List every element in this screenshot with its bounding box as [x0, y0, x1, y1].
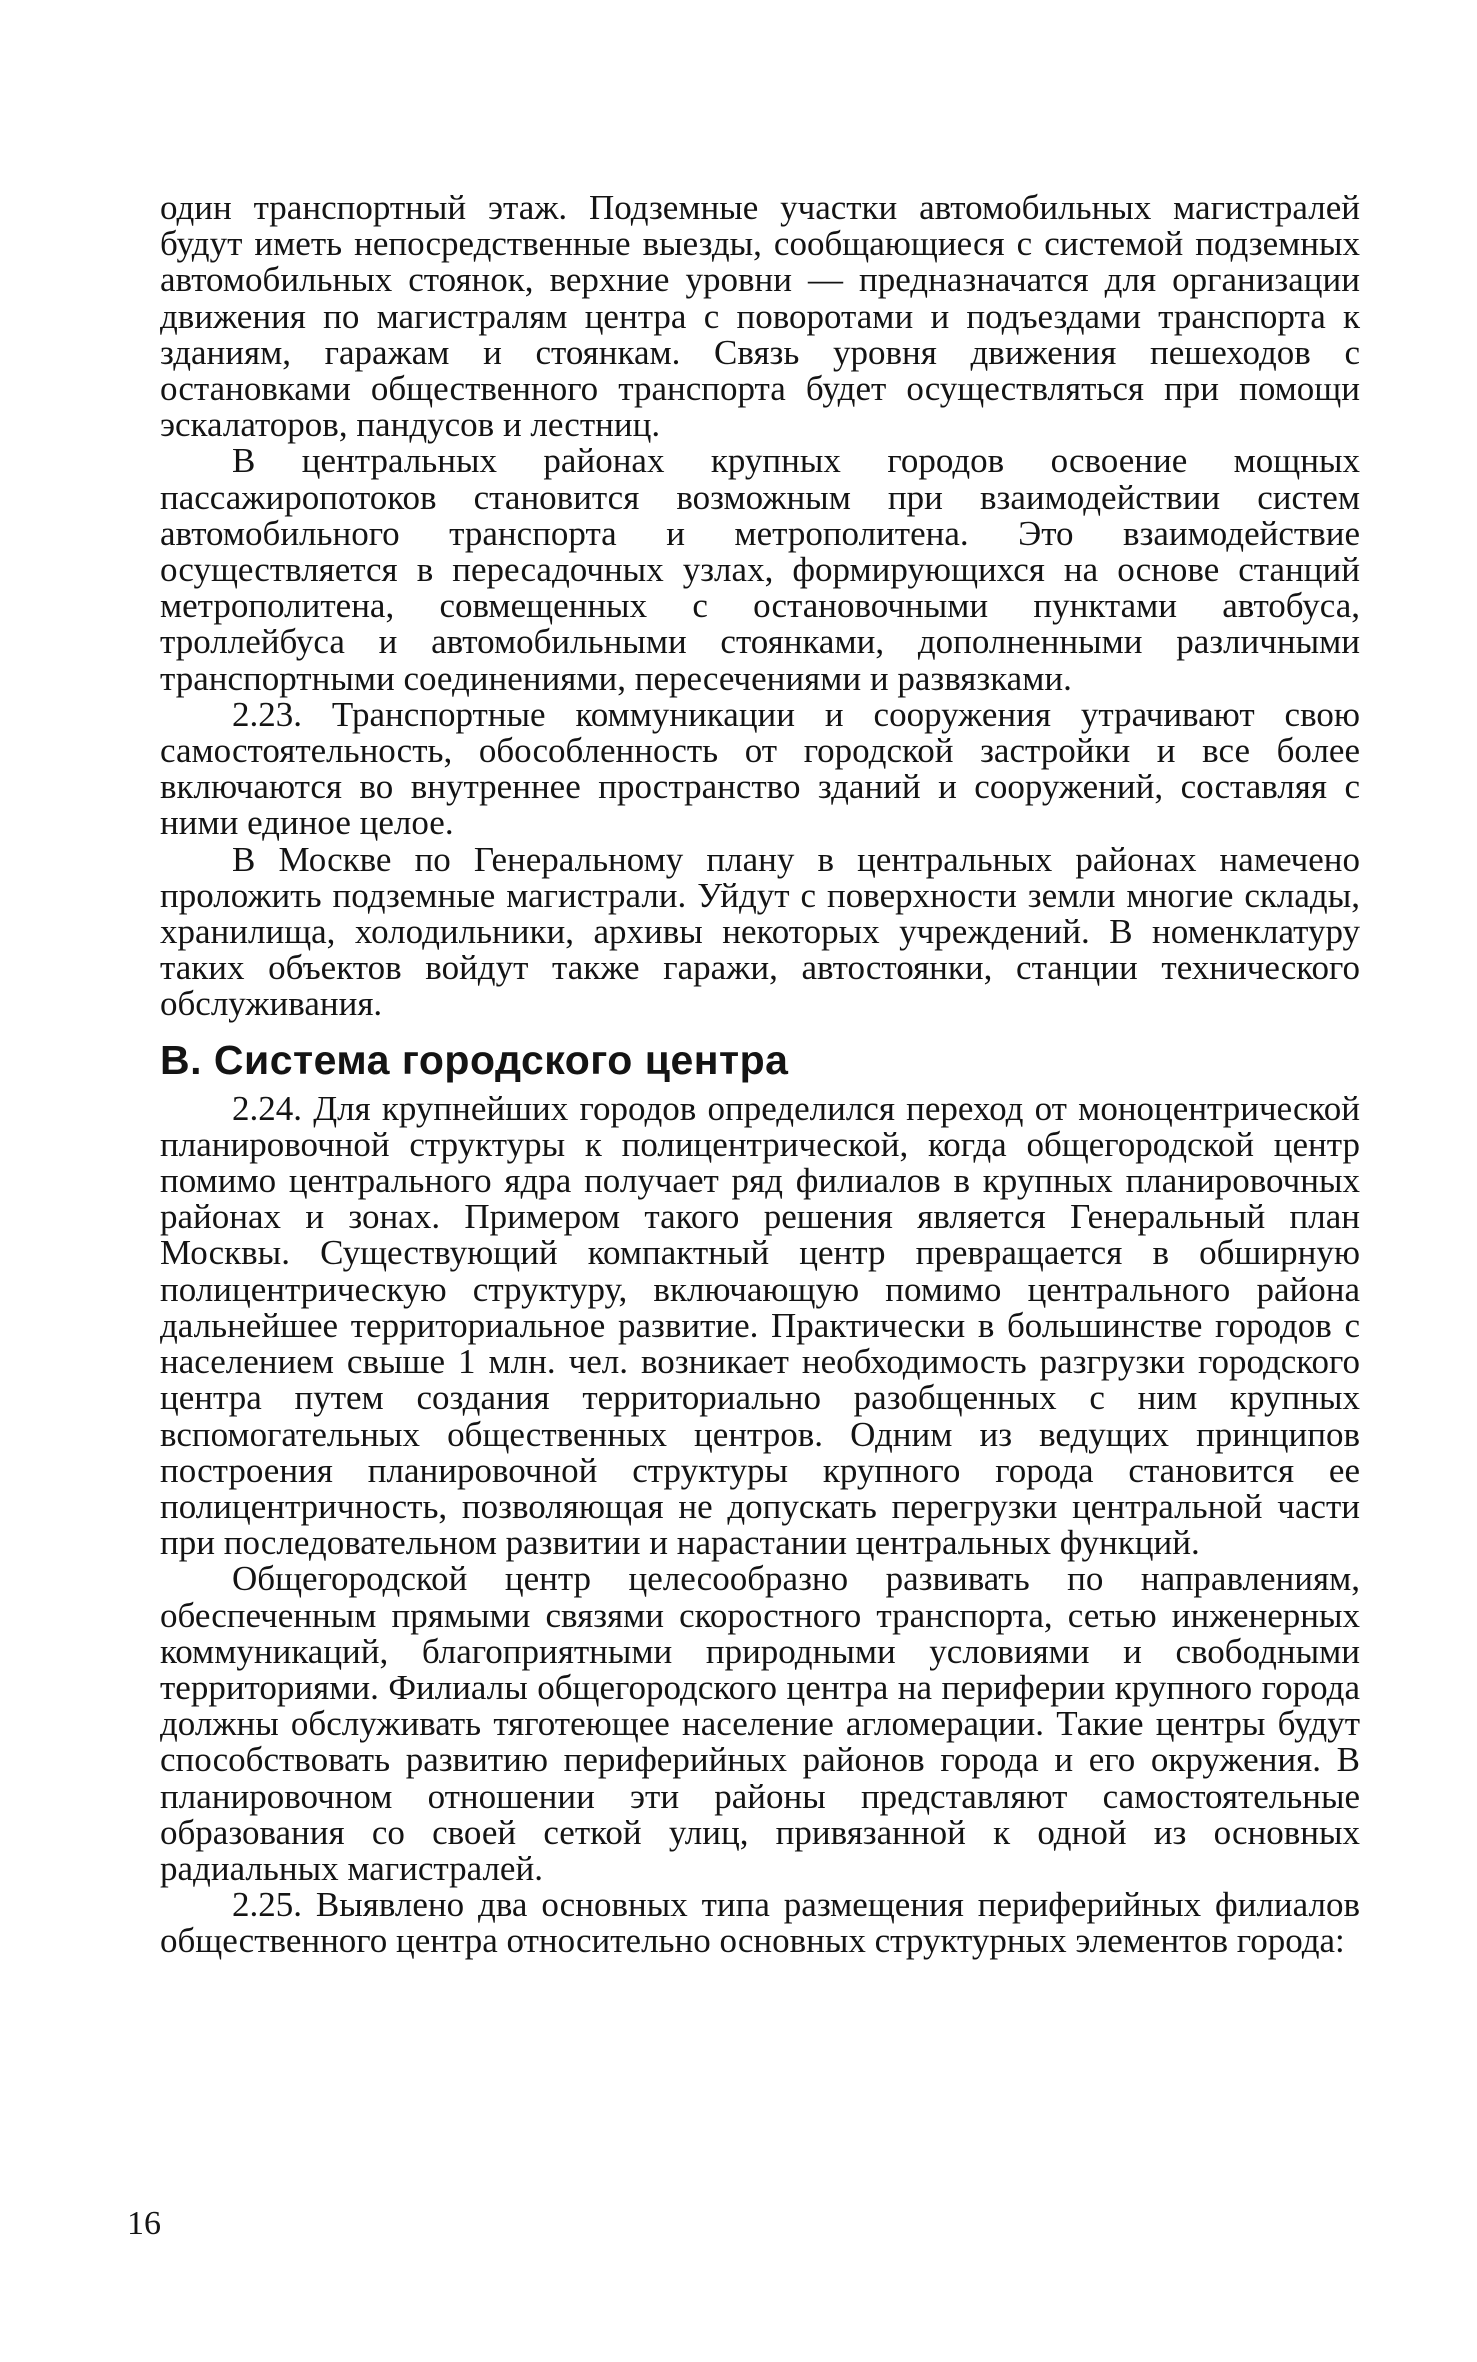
paragraph-transit-hubs: В центральных районах крупных городов освоение мощных пассажиропотоков становится возможным при взаимодействии систем автомобильного транспорта и метрополитена. Это взаимодействие осуществляется в пересадочных узлах, формирующихся на основе станций метрополитена, совмещенных с остановочными пунктами автобуса, троллейбуса и автомобильными стоянками, дополненными различными транспортными соединениями, пересечениями и развязками. [160, 441, 1360, 698]
paragraph-moscow-plan: В Москве по Генеральному плану в центральных районах намечено проложить подземные магистрали. Уйдут с поверхности земли многие склады, хранилища, холодильники, архивы некоторых учреждений. В номенклатуру таких объектов войдут также гаражи, автостоянки, станции технического обслуживания. [160, 839, 1360, 1024]
paragraph-2-23: 2.23. Транспортные коммуникации и сооружения утрачивают свою самостоятельность, обособленность от городской застройки и все более включаются во внутреннее пространство зданий и сооружений, составляя с ними единое целое. [160, 694, 1360, 843]
paragraph-2-24: 2.24. Для крупнейших городов определился переход от моноцентрической планировочной структуры к полицентрической, когда общегородской центр помимо центрального ядра получает ряд филиалов в крупных планировочных районах и зонах. Примером такого решения является Генеральный план Москвы. Существующий компактный центр превращается в обширную полицентрическую структуру, включающую помимо центрального района дальнейшее территориальное развитие. Практически в большинстве городов с населением свыше 1 млн. чел. возникает необходимость разгрузки городского центра путем создания территориально разобщенных с ним крупных вспомогательных общественных центров. Одним из ведущих принципов построения планировочной структуры крупного города становится ее полицентричность, позволяющая не допускать перегрузки центральной части при последовательном развитии и нарастании центральных функций. [160, 1088, 1360, 1563]
page-body [160, 190, 1360, 1960]
paragraph-city-center: Общегородской центр целесообразно развивать по направлениям, обеспеченным прямыми связями скоростного транспорта, сетью инженерных коммуникаций, благоприятными природными условиями и свободными территориями. Филиалы общегородского центра на периферии крупного города должны обслуживать тяготеющее население агломерации. Такие центры будут способствовать развитию периферийных районов города и его окружения. В планировочном отношении эти районы представляют самостоятельные образования со своей сеткой улиц, привязанной к одной из основных радиальных магистралей. [160, 1559, 1360, 1888]
page-number: 16 [127, 2205, 161, 2242]
paragraph-2-25: 2.25. Выявлено два основных типа размещения периферийных филиалов общественного центра относительно основных структурных элементов города: [160, 1885, 1360, 1961]
section-heading: В. Система городского центра [160, 1036, 789, 1083]
paragraph-continuation: один транспортный этаж. Подземные участки автомобильных магистралей будут иметь непосредственные выезды, сообщающиеся с системой подземных автомобильных стоянок, верхние уровни — предназначатся для организации движения по магистралям центра с поворотами и подъездами транспорта к зданиям, гаражам и стоянкам. Связь уровня движения пешеходов с остановками общественного транспорта будет осуществляться при помощи эскалаторов, пандусов и лестниц. [160, 188, 1360, 445]
